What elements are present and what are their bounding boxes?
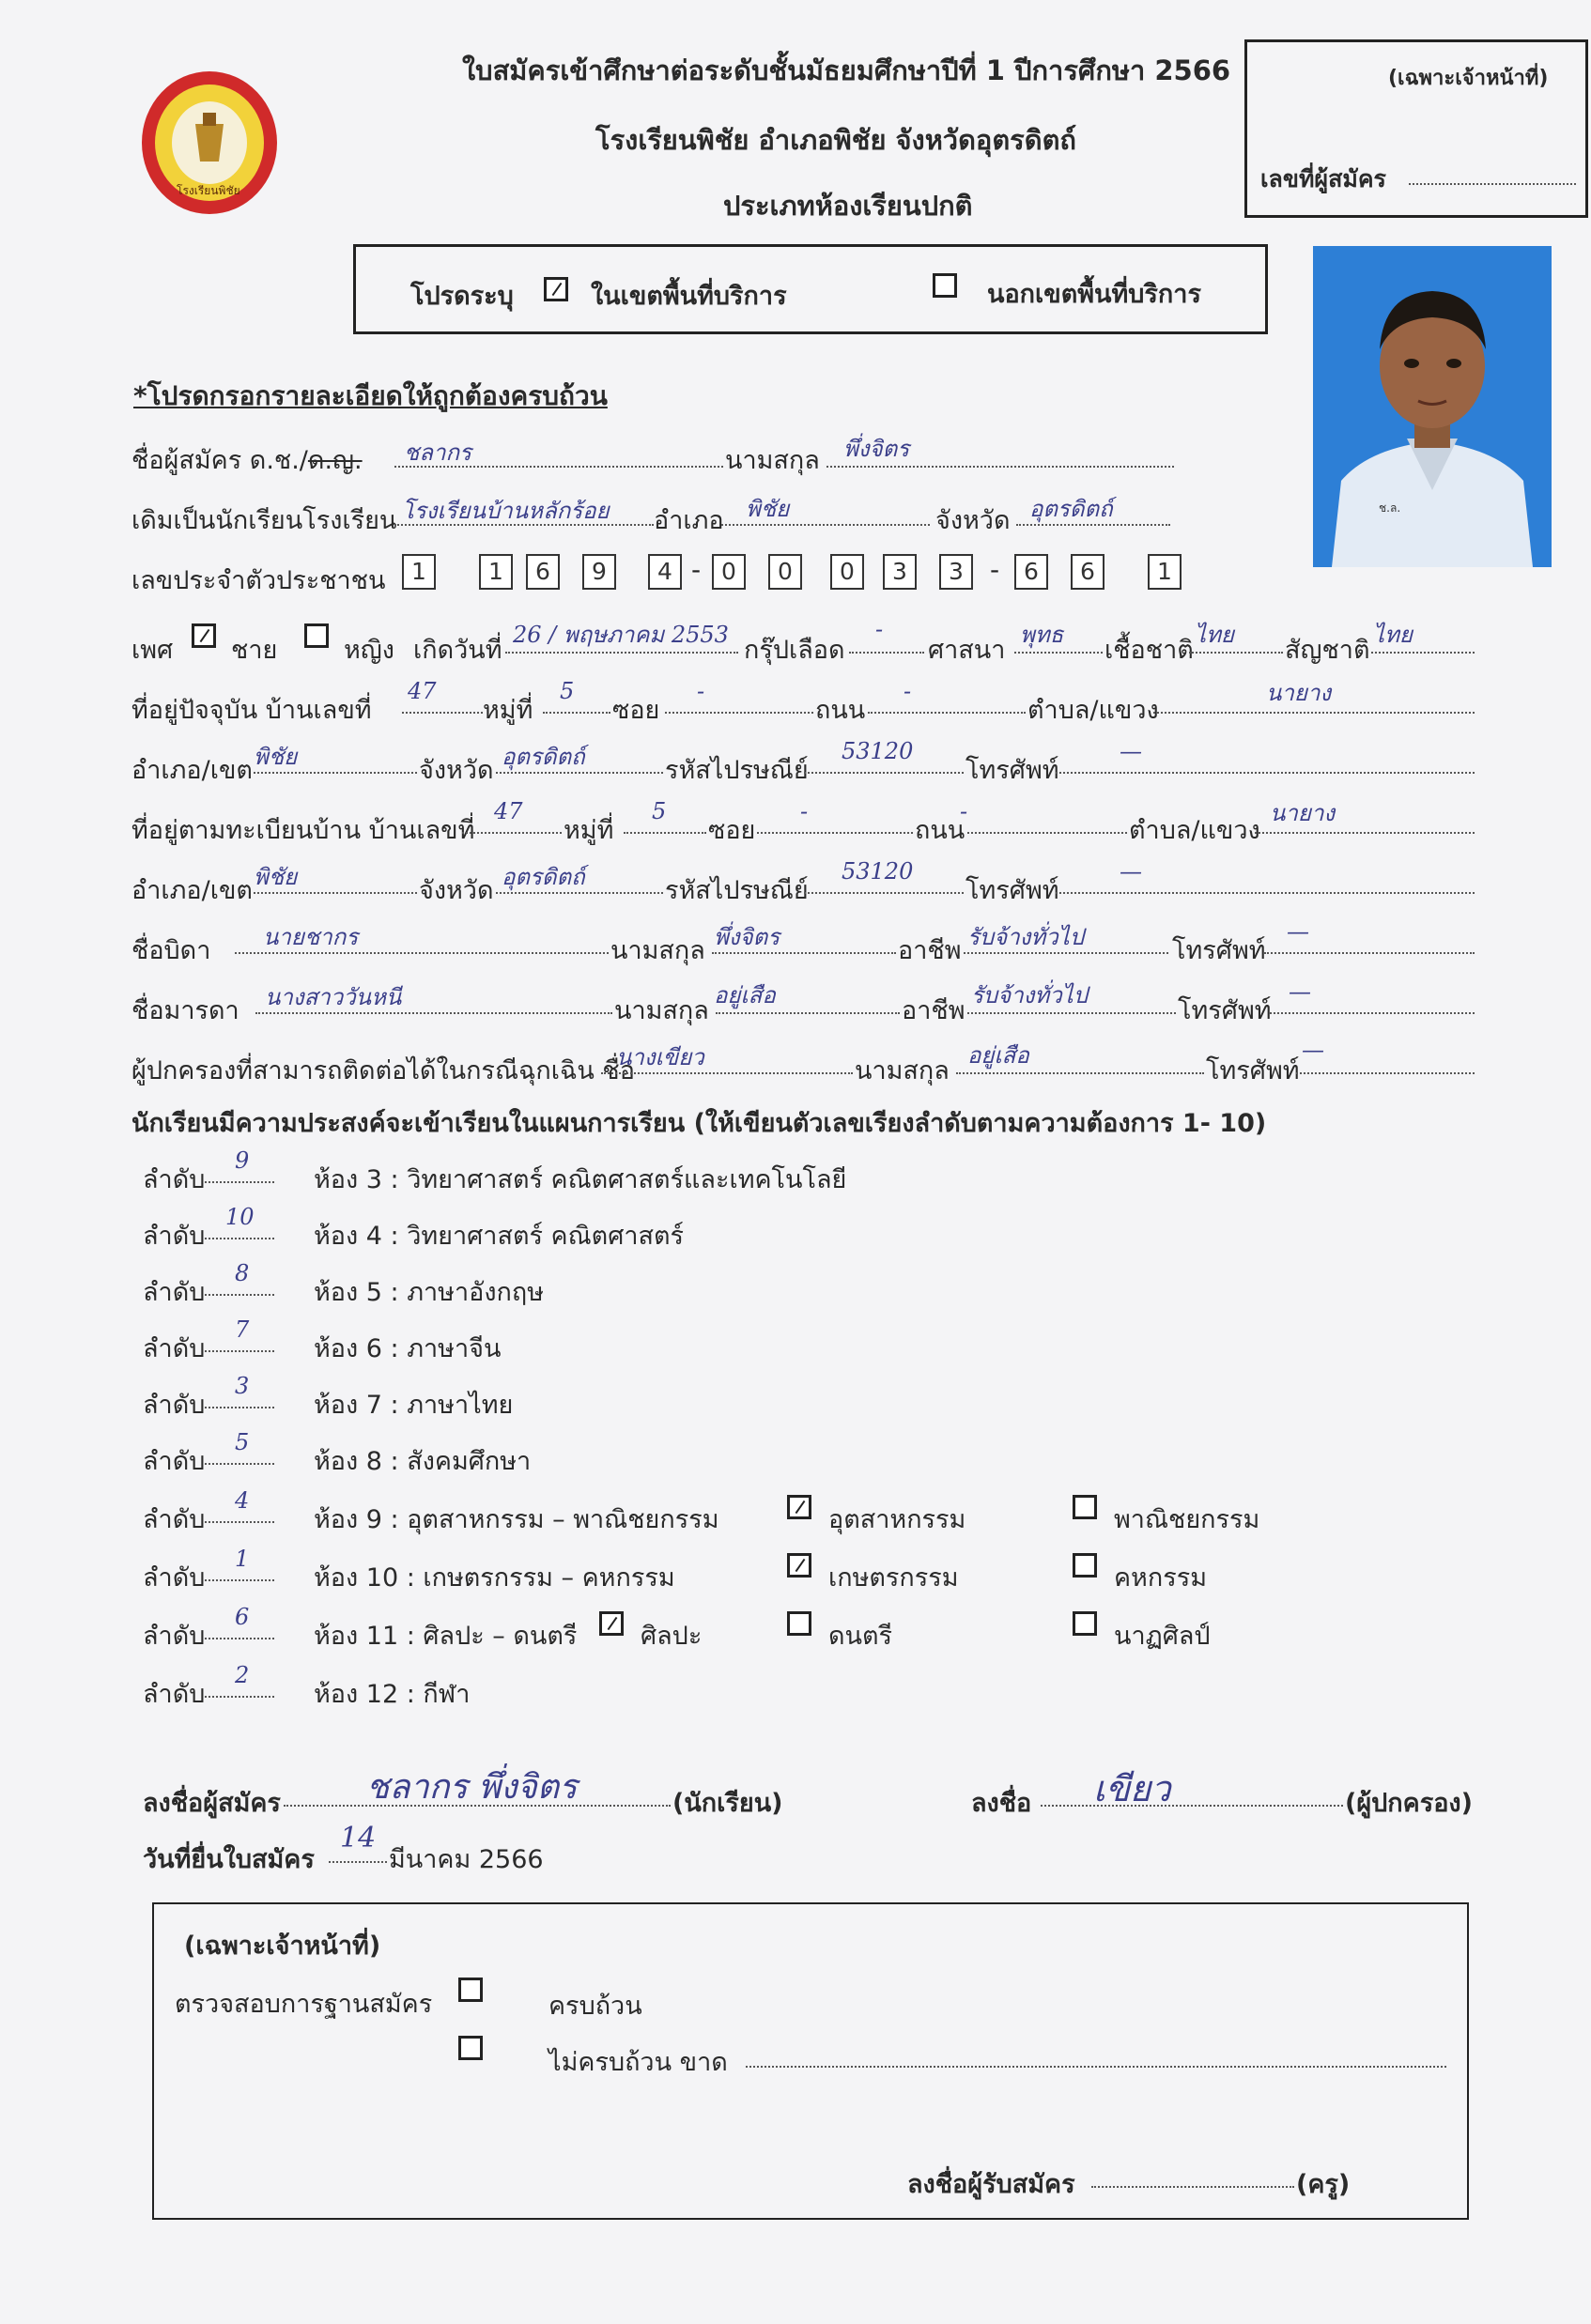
plan-room: ห้อง 4 : วิทยาศาสตร์ คณิตศาสตร์ [314,1222,685,1251]
plan-room: ห้อง 7 : ภาษาไทย [314,1391,514,1420]
id-digit[interactable]: 6 [526,554,560,590]
id-digit[interactable]: 1 [402,554,436,590]
id-digit[interactable]: 0 [830,554,864,590]
id-digit[interactable]: 1 [1148,554,1182,590]
plan-room: ห้อง 9 : อุตสาหกรรม – พาณิชยกรรม [314,1505,719,1534]
dance-checkbox[interactable] [1073,1611,1097,1636]
applicant-photo: ช.ล. [1313,246,1552,567]
school-name: โรงเรียนพิชัย อำเภอพิชัย จังหวัดอุตรดิตถ์ [595,124,1076,156]
area-box: โปรดระบุ ในเขตพื้นที่บริการ นอกเขตพื้นที่บริการ [353,244,1268,334]
instructions: *โปรดกรอกรายละเอียดให้ถูกต้องครบถ้วน [133,380,608,411]
rank-field[interactable] [205,1350,274,1352]
complete-checkbox[interactable] [458,1978,483,2002]
rank-field[interactable] [205,1638,274,1639]
id-dash: - [691,554,702,585]
plan-room: ห้อง 11 : ศิลปะ – ดนตรี [314,1622,578,1651]
rank-field[interactable] [205,1294,274,1296]
id-digit[interactable]: 6 [1071,554,1104,590]
guardian-signature-field[interactable] [1041,1805,1343,1807]
current-house-field[interactable] [402,712,483,714]
rank-field[interactable] [205,1181,274,1183]
applicant-no-field[interactable] [1409,183,1576,185]
current-soi-field[interactable] [665,712,813,714]
home-economics-checkbox[interactable] [1073,1553,1097,1578]
id-digit[interactable]: 4 [648,554,682,590]
reg-road-field[interactable] [967,832,1127,834]
id-digit[interactable]: 0 [768,554,802,590]
mother-phone-field[interactable] [1270,1012,1475,1014]
out-area-checkbox[interactable] [933,273,957,298]
in-area-checkbox[interactable] [544,277,568,301]
plan-room: ห้อง 3 : วิทยาศาสตร์ คณิตศาสตร์และเทคโนโลยี [314,1165,847,1194]
plan-room: ห้อง 6 : ภาษาจีน [314,1334,502,1363]
rank-field[interactable] [205,1521,274,1523]
reg-zip-field[interactable] [804,892,964,894]
applicant-signature: ชลากร พึ่งจิตร [366,1768,578,1807]
guardian-signature: เขียว [1093,1768,1171,1809]
form-title: ใบสมัครเข้าศึกษาต่อระดับชั้นมัธยมศึกษาปีที่ 1 ปีการศึกษา 2566 [462,54,1231,86]
current-subdistrict-field[interactable] [1153,712,1475,714]
female-checkbox[interactable] [304,623,329,648]
id-dash: - [990,554,1000,585]
rank-field[interactable] [205,1238,274,1239]
plans-heading: นักเรียนมีความประสงค์จะเข้าเรียนในแผนการเรียน (ให้เขียนตัวเลขเรียงลำดับตามความต้องการ 1- 10) [131,1109,1267,1138]
class-type: ประเภทห้องเรียนปกติ [723,190,973,222]
school-logo: โรงเรียนพิชัย [139,68,280,218]
art-checkbox[interactable] [599,1611,624,1636]
plan-room: ห้อง 10 : เกษตรกรรม – คหกรรม [314,1563,675,1593]
agriculture-checkbox[interactable] [787,1553,811,1578]
current-road-field[interactable] [868,712,1026,714]
receiver-signature-field[interactable] [1091,2186,1294,2188]
id-digit[interactable]: 6 [1014,554,1048,590]
missing-items-field[interactable] [746,2066,1446,2068]
rank-field[interactable] [205,1696,274,1698]
date-field[interactable] [329,1861,387,1863]
plan-room: ห้อง 12 : กีฬา [314,1680,471,1709]
current-moo-field[interactable] [543,712,610,714]
reg-house-field[interactable] [462,832,562,834]
reg-soi-field[interactable] [757,832,913,834]
rank-field[interactable] [205,1579,274,1581]
staff-section: (เฉพาะเจ้าหน้าที่) ตรวจสอบการฐานสมัคร ครบถ้วน ไม่ครบถ้วน ขาด ลงชื่อผู้รับสมัคร (ครู) [152,1902,1469,2220]
plan-room: ห้อง 8 : สังคมศึกษา [314,1447,532,1476]
id-digit[interactable]: 3 [883,554,917,590]
rank-field[interactable] [205,1463,274,1465]
reg-moo-field[interactable] [624,832,706,834]
blood-field[interactable] [849,652,924,654]
reg-subdistrict-field[interactable] [1255,832,1475,834]
male-checkbox[interactable] [192,623,216,648]
guardian-phone-field[interactable] [1296,1072,1475,1074]
industry-checkbox[interactable] [787,1495,811,1519]
name-label: ชื่อผู้สมัคร ด.ช./ด.ญ. [131,446,363,475]
commerce-checkbox[interactable] [1073,1495,1097,1519]
current-phone-field[interactable] [1056,772,1475,774]
id-digit[interactable]: 3 [939,554,973,590]
applicant-no-label: เลขที่ผู้สมัคร [1260,165,1386,192]
id-digit[interactable]: 1 [479,554,513,590]
id-digit[interactable]: 9 [582,554,616,590]
current-zip-field[interactable] [804,772,964,774]
incomplete-checkbox[interactable] [458,2036,483,2060]
father-phone-field[interactable] [1264,952,1475,954]
id-digit[interactable]: 0 [712,554,746,590]
reg-phone-field[interactable] [1056,892,1475,894]
rank-field[interactable] [205,1407,274,1408]
staff-box: (เฉพาะเจ้าหน้าที่) เลขที่ผู้สมัคร [1244,39,1588,218]
plan-room: ห้อง 5 : ภาษาอังกฤษ [314,1278,545,1307]
music-checkbox[interactable] [787,1611,811,1636]
